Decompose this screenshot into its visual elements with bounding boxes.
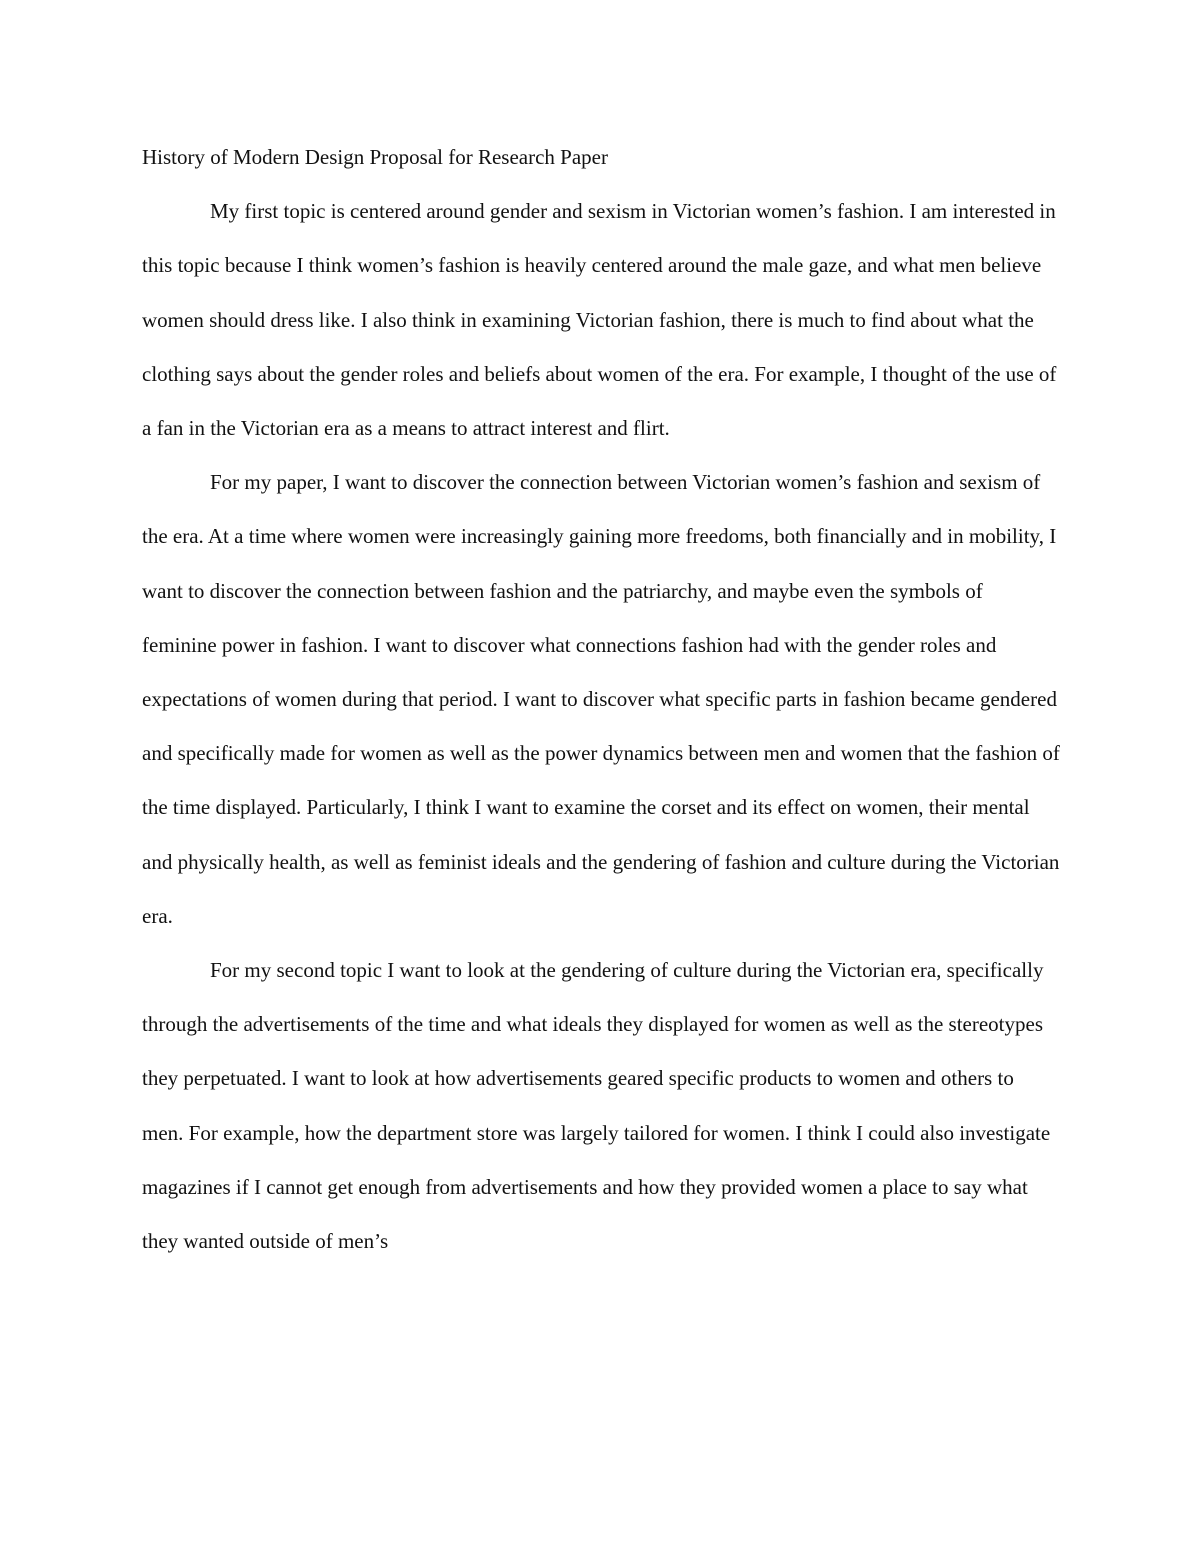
document-body — [142, 130, 1060, 1268]
paragraph-paper-goals: For my paper, I want to discover the connection between Victorian women’s fashion and sexism of the era. At a time where women were increasingly gaining more freedoms, both financially and in mobility, I want to discover the connection between fashion and the patriarchy, and maybe even the symbols of feminine power in fashion. I want to discover what connections fashion had with the gender roles and expectations of women during that period. I want to discover what specific parts in fashion became gendered and specifically made for women as well as the power dynamics between men and women that the fashion of the time displayed. Particularly, I think I want to examine the corset and its effect on women, their mental and physically health, as well as feminist ideals and the gendering of fashion and culture during the Victorian era. — [142, 470, 1060, 928]
paragraph-first-topic: My first topic is centered around gender and sexism in Victorian women’s fashion. I am interested in this topic because I think women’s fashion is heavily centered around the male gaze, and what men believe women should dress like. I also think in examining Victorian fashion, there is much to find about what the clothing says about the gender roles and beliefs about women of the era. For example, I thought of the use of a fan in the Victorian era as a means to attract interest and flirt. — [142, 199, 1057, 441]
document-title: History of Modern Design Proposal for Research Paper — [142, 145, 608, 169]
paragraph-second-topic: For my second topic I want to look at the gendering of culture during the Victorian era, specifically through the advertisements of the time and what ideals they displayed for women as well as the stereotypes they perpetuated. I want to look at how advertisements geared specific products to women and others to men. For example, how the department store was largely tailored for women. I think I could also investigate magazines if I cannot get enough from advertisements and how they provided women a place to say what they wanted outside of men’s — [142, 958, 1051, 1254]
